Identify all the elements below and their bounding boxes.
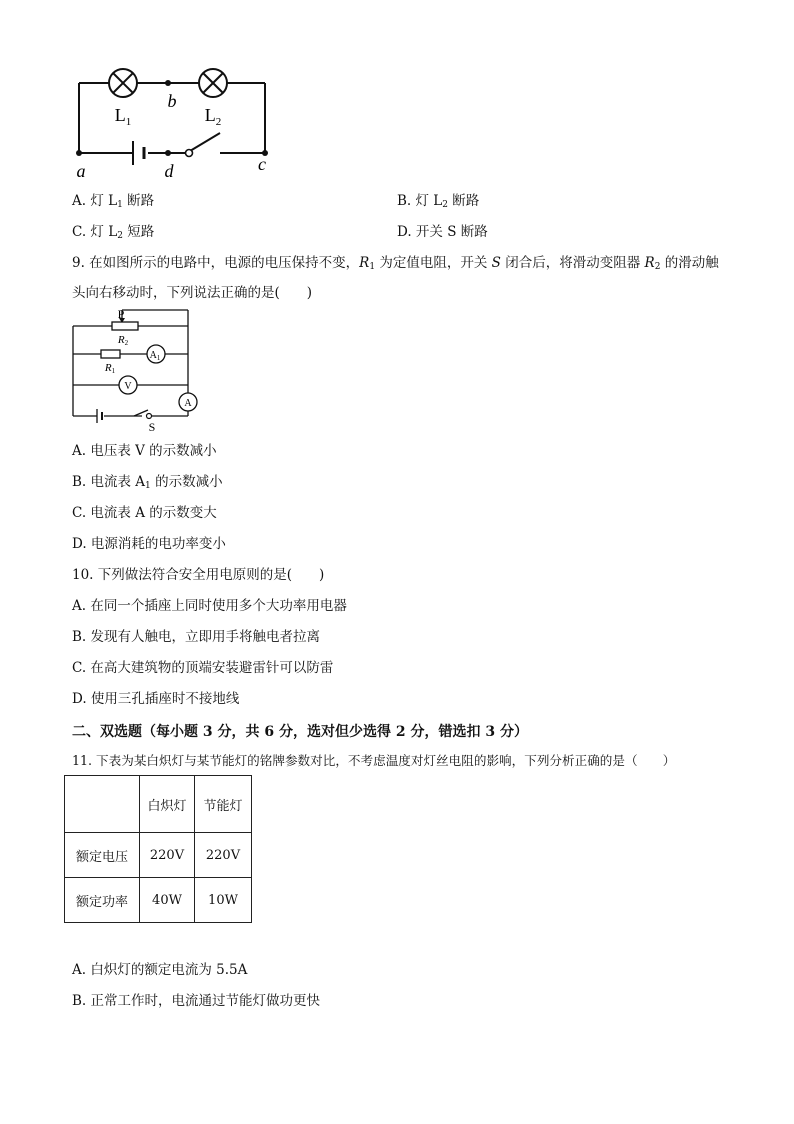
ammeter-a1-icon bbox=[147, 345, 165, 363]
q9-option-a-text: A. 电压表 V 的示数减小 bbox=[72, 443, 217, 459]
table-cell: 40W bbox=[140, 878, 195, 923]
label-d: d bbox=[164, 161, 174, 181]
lamp-l1-icon bbox=[109, 69, 137, 97]
node-d-dot bbox=[165, 150, 171, 156]
table-cell: 220V bbox=[195, 833, 252, 878]
q9-stem-line1: 9. 在如图所示的电路中，电源的电压保持不变，$R_1$ 为定值电阻，开关 S 闭合后，将滑动变阻器 $R_2$ 的滑动触 bbox=[72, 255, 719, 272]
q8-option-d-text: D. 开关 S 断路 bbox=[397, 224, 488, 240]
table-row bbox=[65, 833, 252, 878]
q9-option-d-text: D. 电源消耗的电功率变小 bbox=[72, 536, 226, 552]
label-c: c bbox=[258, 154, 266, 174]
q8-option-c[interactable] bbox=[72, 223, 154, 245]
q9-circuit-diagram bbox=[66, 306, 216, 434]
q8-option-b-text: B. 灯 L bbox=[397, 193, 443, 209]
node-a-dot bbox=[76, 150, 82, 156]
node-b-dot bbox=[165, 80, 171, 86]
q9-option-c-text: C. 电流表 A 的示数变大 bbox=[72, 505, 217, 521]
label-l2: $L_2$ bbox=[204, 105, 222, 128]
q8-option-b[interactable] bbox=[397, 192, 479, 214]
q8-option-b-suffix: 断路 bbox=[448, 193, 480, 209]
q8-option-a-text: A. 灯 L bbox=[72, 193, 118, 209]
label-r1: R1 bbox=[104, 362, 116, 375]
q8-option-d[interactable] bbox=[397, 223, 488, 241]
q11-stem: 11. 下表为某白炽灯与某节能灯的铭牌参数对比，不考虑温度对灯丝电阻的影响，下列分析正确的是（ ） bbox=[72, 753, 676, 768]
resistor-r2-icon bbox=[112, 322, 138, 330]
q8-option-c-sub: 2 bbox=[117, 231, 123, 241]
label-r2: R2 bbox=[117, 334, 129, 347]
q9-option-d[interactable] bbox=[72, 535, 226, 553]
q10-option-a[interactable]: A. 在同一个插座上同时使用多个大功率用电器 bbox=[72, 598, 347, 614]
q8-option-c-suffix: 短路 bbox=[122, 224, 155, 240]
q11-option-b[interactable]: B. 正常工作时，电流通过节能灯做功更快 bbox=[72, 993, 321, 1009]
table-header-incandescent: 白炽灯 bbox=[140, 776, 195, 833]
voltmeter-v-icon bbox=[119, 376, 137, 394]
table-cell: 220V bbox=[140, 833, 195, 878]
q8-option-b-sub: 2 bbox=[442, 200, 448, 210]
label-b: b bbox=[167, 91, 177, 111]
ammeter-a-icon bbox=[179, 393, 197, 411]
svg-text:A: A bbox=[184, 398, 192, 409]
q9-option-b[interactable] bbox=[72, 473, 223, 495]
q9-stem-line2: 头向右移动时，下列说法正确的是( ) bbox=[72, 285, 313, 301]
q8-option-c-text: C. 灯 L bbox=[72, 224, 118, 240]
q8-option-a-sub: 1 bbox=[117, 200, 123, 210]
table-header-energy-saving: 节能灯 bbox=[195, 776, 252, 833]
q8-option-a-suffix: 断路 bbox=[122, 193, 155, 209]
q10-option-b[interactable]: B. 发现有人触电，立即用手将触电者拉离 bbox=[72, 629, 321, 645]
svg-text:V: V bbox=[124, 381, 132, 392]
svg-text:A1: $A_1$ bbox=[149, 350, 161, 362]
q9-option-a[interactable] bbox=[72, 442, 217, 460]
q9-option-b-sub: 1 bbox=[145, 481, 151, 491]
switch-s-pivot-icon bbox=[147, 414, 152, 419]
lamp-l2-icon bbox=[199, 69, 227, 97]
table-cell: 额定电压 bbox=[65, 833, 140, 878]
label-a: a bbox=[76, 161, 86, 181]
q10-option-d[interactable]: D. 使用三孔插座时不接地线 bbox=[72, 691, 240, 707]
q11-spec-table bbox=[64, 775, 252, 923]
q9-option-c[interactable] bbox=[72, 504, 217, 522]
table-corner-cell bbox=[65, 776, 140, 833]
table-row bbox=[65, 878, 252, 923]
q10-option-c[interactable]: C. 在高大建筑物的顶端安装避雷针可以防雷 bbox=[72, 660, 334, 676]
q9-option-b-suffix: 的示数减小 bbox=[150, 474, 223, 490]
q8-option-a[interactable] bbox=[72, 192, 154, 214]
table-header-row bbox=[65, 776, 252, 833]
label-l1: $L_1$ bbox=[114, 105, 132, 128]
q9-option-b-text: B. 电流表 A bbox=[72, 474, 146, 490]
table-cell: 10W bbox=[195, 878, 252, 923]
switch-pivot-icon bbox=[186, 150, 193, 157]
q11-option-a[interactable]: A. 白炽灯的额定电流为 5.5A bbox=[72, 962, 248, 978]
section-heading-double-choice: 二、双选题（每小题 3 分，共 6 分，选对但少选得 2 分，错选扣 3 分） bbox=[72, 724, 528, 740]
label-p: P bbox=[117, 307, 125, 321]
label-s: S bbox=[148, 420, 156, 434]
q8-circuit-diagram bbox=[60, 55, 290, 185]
resistor-r1-icon bbox=[101, 350, 120, 358]
table-cell: 额定功率 bbox=[65, 878, 140, 923]
q10-stem: 10. 下列做法符合安全用电原则的是( ) bbox=[72, 567, 325, 583]
